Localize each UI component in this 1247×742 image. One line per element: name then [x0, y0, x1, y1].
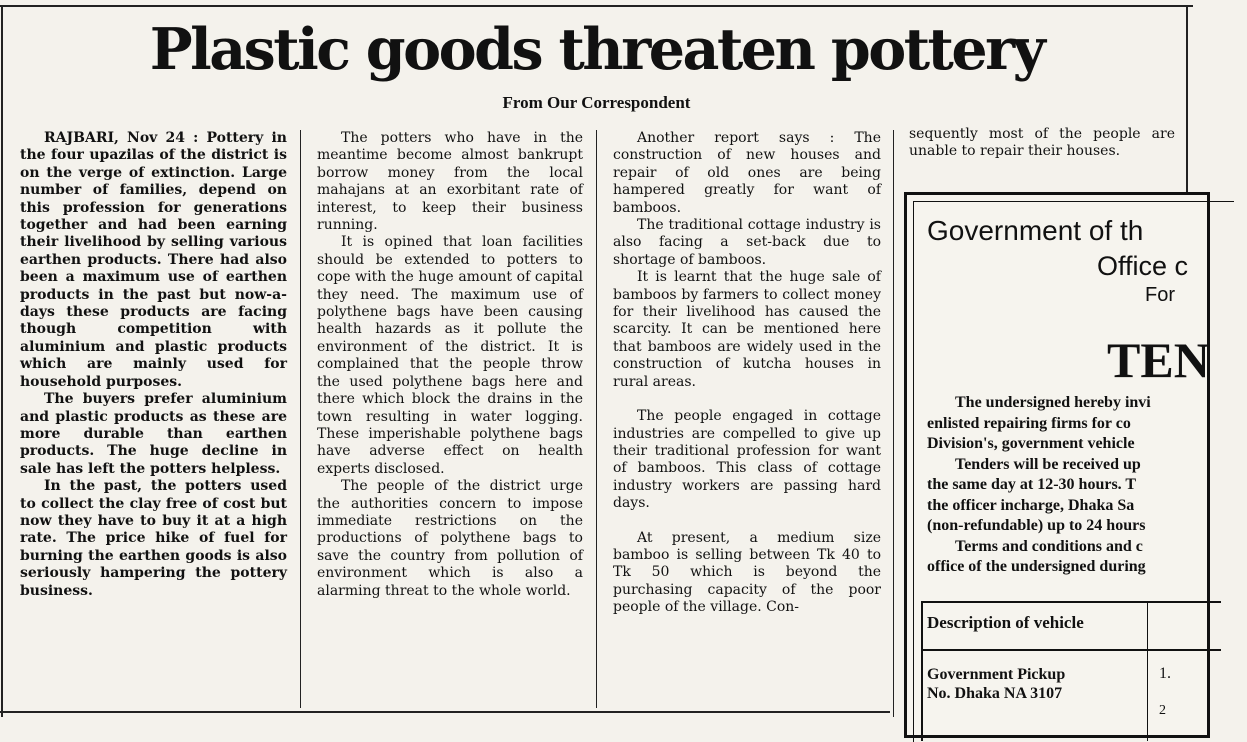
notice-line: enlisted repairing firms for co [927, 414, 1131, 432]
top-rule [0, 5, 1193, 7]
ad-tender-heading: TEN [1107, 332, 1210, 388]
headline: Plastic goods threaten pottery [149, 16, 1044, 83]
column-divider [596, 130, 597, 708]
ad-notice-text [927, 393, 1247, 578]
paragraph: The potters who have in the meantime become almost bankrupt borrow money from the local mahajans at an exorbitant rate of interest, to keep their business running. [317, 130, 583, 234]
paragraph: The people engaged in cottage industries are compelled to give up their traditional profession for want of bamboos. This class of cottage industry workers are passing hard days. [613, 408, 881, 512]
paragraph: It is opined that loan facilities should be extended to potters to cope with the huge amount of capital they need. The maximum use of polythene bags have been causing health hazards as it pollute the environment of the district. It is complained that the people throw the used polythene bags here and there which block the drains in the town resulting in water logging. These imperishable polythene bags have adverse effect on health experts disclosed. [317, 234, 583, 477]
vehicle-number-2: 2 [1159, 703, 1166, 718]
vehicle-line: Government Pickup [927, 666, 1066, 683]
notice-line: (non-refundable) up to 24 hours [927, 517, 1146, 534]
notice-line: the officer incharge, Dhaka Sa [927, 496, 1135, 514]
paragraph: Another report says : The construction of new houses and repair of old ones are being hampered greatly for want of bamboos. [613, 130, 881, 216]
vehicle-line: No. Dhaka NA 3107 [927, 685, 1063, 702]
table-header-border [921, 649, 1221, 651]
notice-line: the same day at 12-30 hours. T [927, 476, 1137, 493]
table-header-description: Description of vehicle [927, 613, 1084, 632]
ad-title-line-1: Government of th [927, 215, 1144, 246]
ad-title-line-2: Office c [1097, 251, 1189, 281]
paragraph: RAJBARI, Nov 24 : Pottery in the four upazilas of the district is on the verge of extinction. Large number of families, depend on this profession for generations together and had been earning their livelihood by selling various earthen products. There had also been a maximum use of earthen products in the past but now-a-days these products are facing though competition with aluminium and plastic products which are mainly used for household purposes. [20, 130, 287, 390]
table-top-border [921, 601, 1221, 603]
article-column-1 [20, 130, 287, 600]
byline: From Our Correspondent [502, 93, 691, 112]
paragraph: The buyers prefer aluminium and plastic products as these are more durable than earthen products. The huge decline in sale has left the potters helpless. [20, 391, 287, 477]
ad-title-line-3: For [1145, 284, 1175, 306]
article-column-2 [317, 130, 583, 600]
article-column-4 [909, 126, 1175, 161]
notice-line: Tenders will be received up [955, 455, 1141, 473]
tender-advertisement [904, 192, 1210, 738]
table-left-border [921, 601, 923, 741]
notice-line: office of the undersigned during [927, 558, 1146, 575]
paragraph: The people of the district urge the authorities concern to impose immediate restrictions on the productions of polythene bags to save the country from pollution of environment which is also a alarming threat to the whole world. [317, 478, 583, 599]
table-column-divider [1147, 601, 1148, 741]
paragraph: sequently most of the people are unable to repair their houses. [909, 126, 1175, 160]
article-column-3 [613, 130, 881, 617]
paragraph: The traditional cottage industry is also facing a set-back due to shortage of bamboos. [613, 217, 881, 268]
column-divider [300, 130, 301, 708]
vehicle-number-1: 1. [1159, 665, 1171, 682]
paragraph: It is learnt that the huge sale of bamboos by farmers to collect money for their livelihood has caused the scarcity. It can be mentioned here that bamboos are widely used in the construction of kutcha houses in rural areas. [613, 269, 881, 390]
paragraph: In the past, the potters used to collect the clay free of cost but now they have to buy it at a high rate. The price hike of fuel for burning the earthen goods is also seriously hampering the pottery business. [20, 478, 287, 599]
vehicle-description [927, 665, 1065, 703]
notice-line: Division's, government vehicle [927, 435, 1135, 452]
column-divider [893, 130, 894, 717]
bottom-rule [0, 711, 890, 713]
paragraph: At present, a medium size bamboo is selling between Tk 40 to Tk 50 which is beyond the purchasing capacity of the poor people of the village. Con- [613, 529, 881, 616]
notice-line: Terms and conditions and c [955, 537, 1143, 555]
notice-line: The undersigned hereby invi [955, 394, 1151, 411]
